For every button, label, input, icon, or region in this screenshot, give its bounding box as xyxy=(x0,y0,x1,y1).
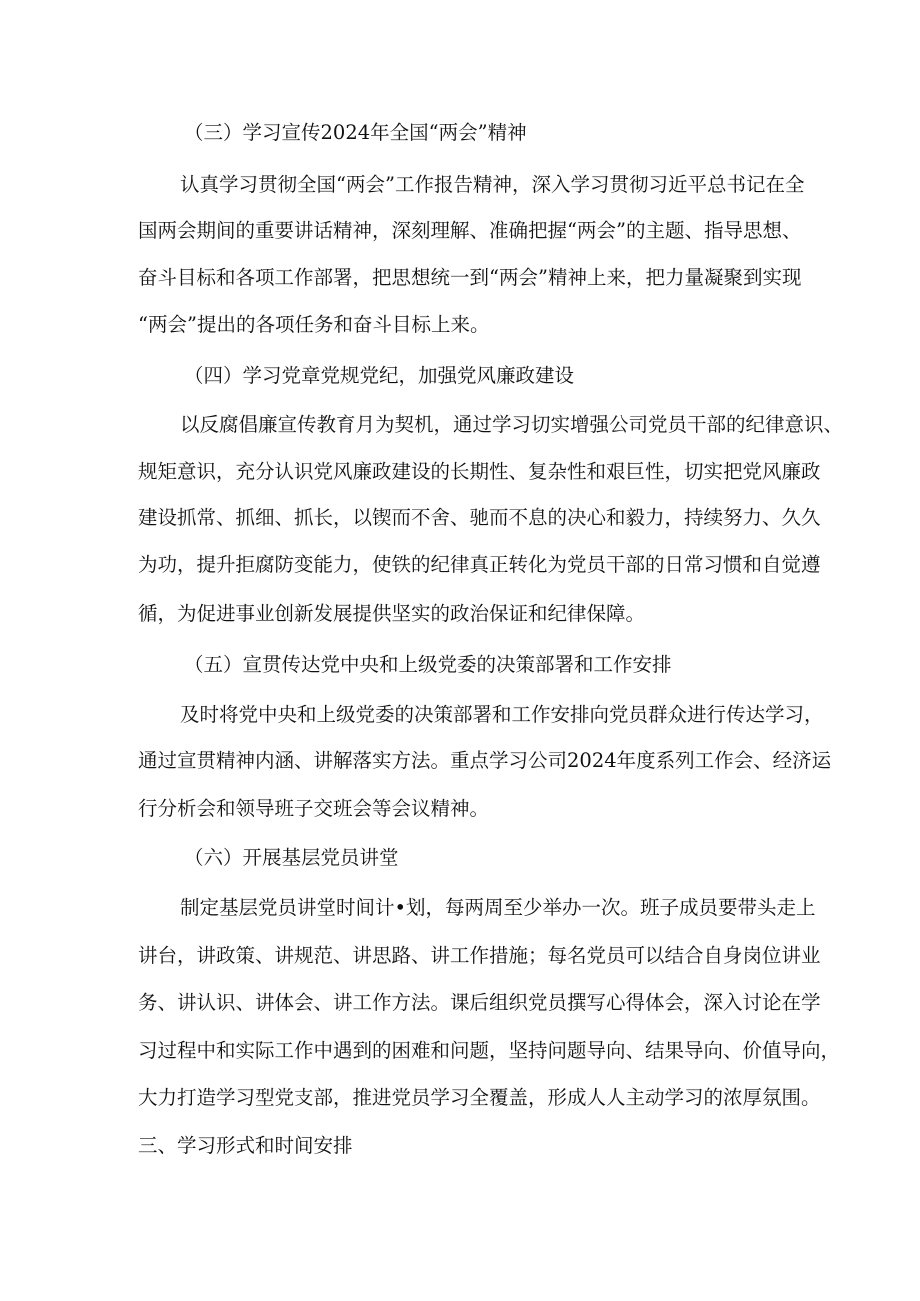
section-4-line-3: 建设抓常、抓细、抓长，以锲而不舍、驰而不息的决心和毅力，持续努力、久久 xyxy=(138,506,821,529)
section-4-line-2: 规矩意识，充分认识党风廉政建设的长期性、复杂性和艰巨性，切实把党风廉政 xyxy=(138,460,821,483)
section-4-line-4: 为功，提升拒腐防变能力，使铁的纪律真正转化为党员干部的日常习惯和自觉遵 xyxy=(138,553,821,576)
section-3-line-1: 认真学习贯彻全国“两会”工作报告精神，深入学习贯彻习近平总书记在全 xyxy=(180,173,805,196)
section-3-line-4: “两会”提出的各项任务和奋斗目标上来。 xyxy=(138,313,490,336)
section-4-line-1: 以反腐倡廉宣传教育月为契机，通过学习切实增强公司党员干部的纪律意识、 xyxy=(180,413,844,436)
section-6-line-3: 务、讲认识、讲体会、讲工作方法。课后组织党员撰写心得体会，深入讨论在学 xyxy=(138,991,821,1014)
section-6-line-4: 习过程中和实际工作中遇到的困难和问题，坚持问题导向、结果导向、价值导向， xyxy=(138,1039,841,1062)
section-3-line-2: 国两会期间的重要讲话精神，深刻理解、准确把握“两会”的主题、指导思想、 xyxy=(138,219,802,242)
section-6-heading: （六）开展基层党员讲堂 xyxy=(184,846,399,869)
section-5-line-2: 通过宣贯精神内涵、讲解落实方法。重点学习公司2024年度系列工作会、经济运 xyxy=(138,749,832,772)
section-6-line-1: 制定基层党员讲堂时间计•划，每两周至少举办一次。班子成员要带头走上 xyxy=(180,896,816,919)
section-4-heading: （四）学习党章党规党纪，加强党风廉政建设 xyxy=(184,364,575,387)
section-6-line-2: 讲台，讲政策、讲规范、讲思路、讲工作措施；每名党员可以结合自身岗位讲业 xyxy=(138,944,821,967)
section-three-heading: 三、学习形式和时间安排 xyxy=(138,1134,353,1157)
section-5-line-3: 行分析会和领导班子交班会等会议精神。 xyxy=(138,797,490,820)
section-3-line-3: 奋斗目标和各项工作部署，把思想统一到“两会”精神上来，把力量凝聚到实现 xyxy=(138,266,802,289)
section-6-line-5: 大力打造学习型党支部，推进党员学习全覆盖，形成人人主动学习的浓厚氛围。 xyxy=(138,1086,821,1109)
section-5-line-1: 及时将党中央和上级党委的决策部署和工作安排向党员群众进行传达学习， xyxy=(180,703,824,726)
section-4-line-5: 循，为促进事业创新发展提供坚实的政治保证和纪律保障。 xyxy=(138,602,646,625)
section-5-heading: （五）宣贯传达党中央和上级党委的决策部署和工作安排 xyxy=(184,653,672,676)
section-3-heading: （三）学习宣传2024年全国“两会”精神 xyxy=(184,121,527,144)
